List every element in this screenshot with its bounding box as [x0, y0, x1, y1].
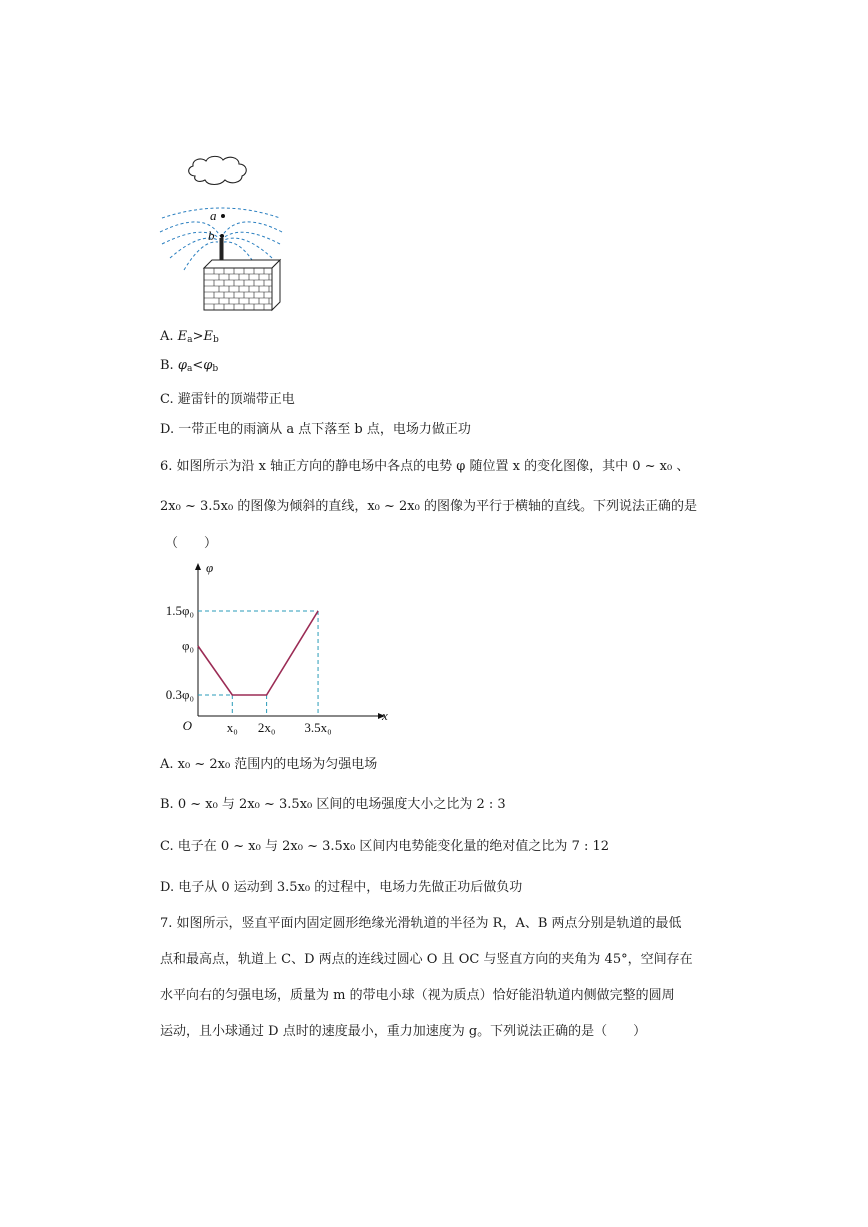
x-tick-label: x₀ — [226, 720, 238, 735]
q7-stem-line1: 7. 如图所示，竖直平面内固定圆形绝缘光滑轨道的半径为 R，A、B 两点分别是轨道的最低 — [160, 916, 682, 931]
q6-stem-line1: 6. 如图所示为沿 x 轴正方向的静电场中各点的电势 φ 随位置 x 的变化图像，其中 0 ~ x₀ 、 — [160, 459, 690, 474]
q5-option-c: C. 避雷针的顶端带正电 — [160, 392, 295, 407]
point-a — [221, 214, 225, 218]
y-tick-label: 1.5φ₀ — [165, 603, 194, 618]
x-tick-label: 2x₀ — [257, 720, 276, 735]
building — [204, 260, 280, 310]
label-a: a — [210, 208, 217, 223]
y-tick-label: 0.3φ₀ — [165, 687, 194, 702]
potential-chart — [150, 558, 400, 738]
q6-stem-line2: 2x₀ ~ 3.5x₀ 的图像为倾斜的直线，x₀ ~ 2x₀ 的图像为平行于横轴的直线。下列说法正确的是 — [160, 499, 697, 514]
cloud-icon — [189, 156, 247, 184]
x-axis-label: x — [382, 708, 388, 723]
q5-option-b: B. $\varphi_a<\varphi_b$ — [160, 358, 219, 374]
label-b: b — [208, 228, 215, 243]
q7-stem-line2: 点和最高点，轨道上 C、D 两点的连线过圆心 O 且 OC 与竖直方向的夹角为 45°，空间存在 — [160, 952, 693, 967]
field-line — [162, 208, 280, 218]
q6-stem-line3: （ ） — [165, 536, 218, 551]
q6-option-d: D. 电子从 0 运动到 3.5x₀ 的过程中，电场力先做正功后做负功 — [160, 880, 523, 895]
y-axis-arrow — [195, 563, 201, 570]
q7-stem-line4: 运动，且小球通过 D 点时的速度最小，重力加速度为 g。下列说法正确的是（ ） — [160, 1024, 647, 1039]
q6-option-b: B. 0 ~ x₀ 与 2x₀ ~ 3.5x₀ 区间的电场强度大小之比为 2 : 3 — [160, 797, 506, 812]
q6-option-c: C. 电子在 0 ~ x₀ 与 2x₀ ~ 3.5x₀ 区间内电势能变化量的绝对值之比为 7 : 12 — [160, 839, 610, 854]
q5-option-a: A. $E_a>E_b$ — [160, 329, 219, 345]
y-tick-label: φ₀ — [181, 638, 194, 653]
potential-line — [198, 611, 318, 695]
y-axis-label: φ — [206, 560, 214, 575]
origin-label: O — [182, 718, 192, 733]
q5-option-d: D. 一带正电的雨滴从 a 点下落至 b 点，电场力做正功 — [160, 422, 471, 437]
q6-option-a: A. x₀ ~ 2x₀ 范围内的电场为匀强电场 — [160, 757, 378, 772]
q7-stem-line3: 水平向右的匀强电场，质量为 m 的带电小球（视为质点）恰好能沿轨道内侧做完整的圆周 — [160, 988, 675, 1003]
x-tick-label: 3.5x₀ — [304, 720, 332, 735]
lightning-rod-figure — [150, 150, 295, 315]
point-b — [220, 234, 224, 238]
